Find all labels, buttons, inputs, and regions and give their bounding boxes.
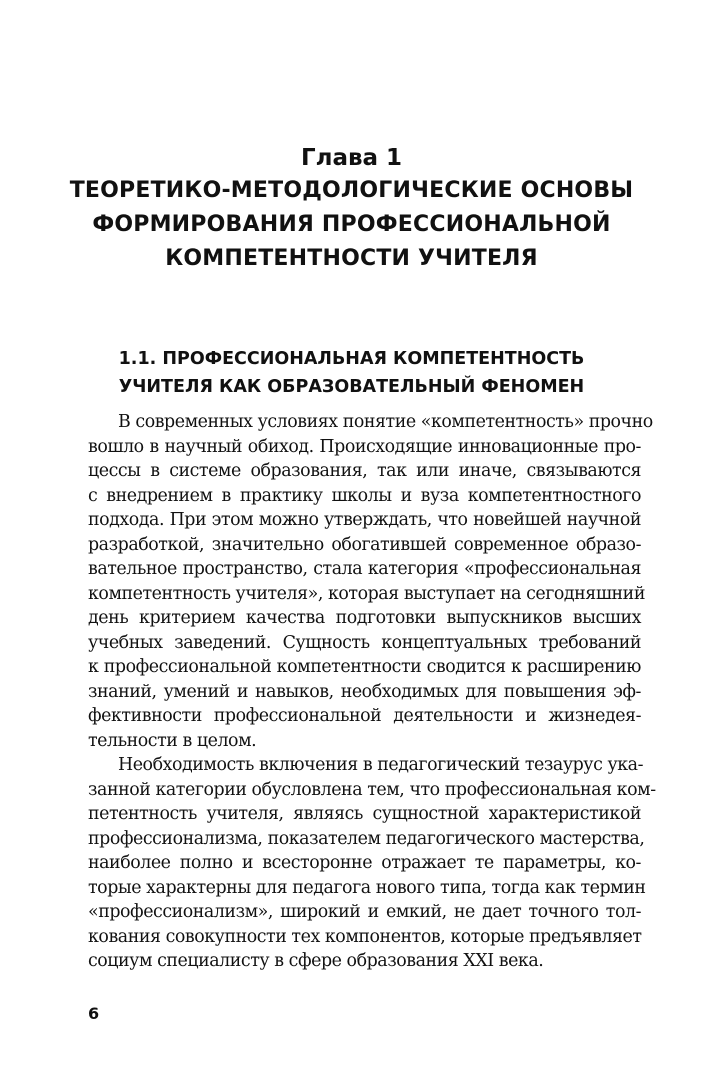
text-line: компетентность учителя», которая выступает на сегодняшний (88, 583, 645, 604)
chapter-title-line: КОМПЕТЕНТНОСТИ УЧИТЕЛЯ (165, 246, 538, 271)
text-line: «профессионализм», широкий и емкий, не дает точного тол- (88, 902, 641, 922)
text-line: день критерием качества подготовки выпускников высших (88, 608, 641, 628)
text-line: разработкой, значительно обогатившей современное образо- (88, 534, 641, 555)
text-line: к профессиональной компетентности сводится к расширению (88, 657, 641, 677)
text-line: В современных условиях понятие «компетентность» прочно (118, 412, 653, 432)
text-line: наиболее полно и всесторонне отражает те параметры, ко- (88, 853, 641, 873)
text-line: цессы в системе образования, так или иначе, связываются (88, 461, 641, 481)
text-line: социум специалисту в сфере образования XXI века. (88, 951, 544, 971)
text-line: петентность учителя, являясь сущностной характеристикой (88, 804, 641, 824)
text-line: с внедрением в практику школы и вуза компетентностного (88, 485, 641, 506)
chapter-label: Глава 1 (300, 145, 403, 171)
text-line: занной категории обусловлена тем, что профессиональная ком- (88, 779, 656, 800)
text-line: учебных заведений. Сущность концептуальных требований (88, 632, 641, 653)
chapter-title-line: ТЕОРЕТИКО-МЕТОДОЛОГИЧЕСКИЕ ОСНОВЫ (69, 178, 634, 203)
chapter-title (40, 174, 663, 276)
text-line: подхода. При этом можно утверждать, что новейшей научной (88, 510, 641, 530)
text-line: тельности в целом. (88, 730, 257, 751)
section-title-line: 1.1. ПРОФЕССИОНАЛЬНАЯ КОМПЕТЕНТНОСТЬ (118, 349, 585, 369)
body-text (88, 410, 656, 974)
text-line: профессионализма, показателем педагогического мастерства, (88, 828, 645, 849)
text-line: вошло в научный обиход. Происходящие инновационные про- (88, 436, 641, 457)
text-line: знаний, умений и навыков, необходимых для повышения эф- (88, 681, 641, 702)
section-title (40, 345, 663, 401)
text-line: торые характерны для педагога нового типа, тогда как термин (88, 877, 646, 898)
paragraph-1 (88, 410, 653, 753)
page-number: 6 (88, 1004, 100, 1023)
text-line: Необходимость включения в педагогический тезаурус ука- (118, 755, 643, 775)
paragraph-2 (88, 753, 656, 974)
text-line: вательное пространство, стала категория «профессиональная (88, 559, 641, 579)
text-line: кования совокупности тех компонентов, которые предъявляет (88, 926, 642, 947)
chapter-title-line: ФОРМИРОВАНИЯ ПРОФЕССИОНАЛЬНОЙ (92, 212, 611, 237)
section-title-line: УЧИТЕЛЯ КАК ОБРАЗОВАТЕЛЬНЫЙ ФЕНОМЕН (118, 377, 585, 397)
text-line: фективности профессиональной деятельности и жизнедея- (88, 706, 641, 726)
